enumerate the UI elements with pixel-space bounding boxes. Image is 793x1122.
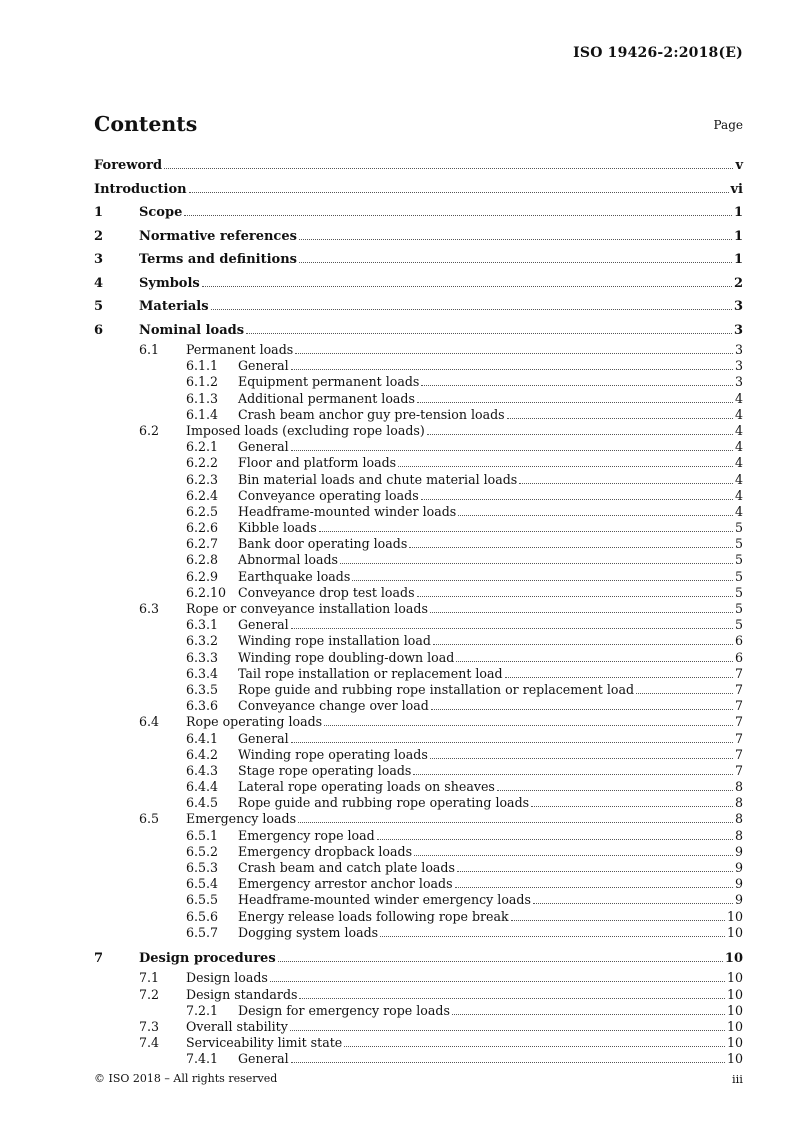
toc-entry-title: Rope operating loads (186, 714, 323, 730)
toc-entry-title: Emergency rope load (238, 827, 375, 843)
toc-entry-page: 10 (726, 1019, 743, 1034)
toc-entry-title: Rope or conveyance installation loads (186, 601, 428, 616)
dot-leader (457, 871, 733, 872)
toc-entry-title: Design procedures (139, 950, 276, 966)
toc-entry-page: 5 (734, 536, 743, 552)
toc-entry-title: General (238, 1051, 289, 1067)
toc-entry[interactable] (94, 892, 743, 908)
dot-leader (430, 758, 733, 759)
dot-leader (344, 1046, 725, 1047)
toc-entry[interactable] (94, 909, 743, 925)
toc-entry-page: 7 (734, 746, 743, 762)
toc-entry-title: Winding rope installation load (238, 633, 431, 649)
toc-entry[interactable] (94, 650, 743, 666)
toc-entry-page: 7 (734, 730, 743, 746)
toc-entry[interactable] (94, 472, 743, 488)
toc-entry-page: 3 (733, 299, 743, 314)
toc-entry-page: 4 (734, 439, 743, 455)
dot-leader (455, 887, 733, 888)
toc-entry[interactable] (94, 439, 743, 455)
toc-entry[interactable] (94, 1019, 743, 1035)
toc-entry-page: 10 (726, 924, 743, 940)
toc-entry-number: 6.3.1 (186, 617, 219, 633)
toc-entry[interactable] (94, 248, 743, 272)
toc-entry-number: 6.2 (139, 422, 160, 438)
dot-leader (511, 920, 725, 921)
toc-entry-number: 6.1.2 (186, 374, 219, 390)
toc-entry-number: 6.1 (139, 342, 160, 357)
toc-entry-number: 6.1.3 (186, 390, 219, 406)
toc-entry-title: Scope (139, 205, 183, 220)
dot-leader (636, 693, 733, 694)
toc-entry-title: Abnormal loads (238, 552, 338, 568)
dot-leader (456, 661, 733, 662)
toc-entry[interactable] (94, 714, 743, 730)
dot-leader (380, 936, 725, 937)
toc-entry-number: 2 (94, 228, 104, 244)
toc-entry-title: Stage rope operating loads (238, 762, 412, 778)
dot-leader (319, 531, 733, 532)
toc-entry-page: 10 (726, 970, 743, 986)
dot-leader (421, 499, 733, 500)
toc-entry-page: 9 (734, 860, 743, 875)
toc-entry[interactable] (94, 779, 743, 795)
dot-leader (291, 1062, 725, 1063)
toc-entry-number: 7.2 (139, 986, 160, 1002)
toc-entry-number: 7.1 (139, 970, 160, 986)
toc-entry-page: 1 (733, 228, 743, 244)
toc-entry-number: 6.5.7 (186, 924, 219, 940)
toc-entry-number: 6.2.5 (186, 503, 219, 519)
dot-leader (427, 434, 733, 435)
toc-entry-title: Additional permanent loads (238, 390, 415, 406)
toc-entry-page: 10 (726, 908, 743, 924)
toc-entry-page: 3 (734, 342, 743, 357)
toc-entry-number: 3 (94, 252, 104, 267)
dot-leader (421, 385, 733, 386)
toc-entry-page: 7 (734, 714, 743, 730)
copyright-notice: © ISO 2018 – All rights reserved (94, 1072, 278, 1085)
toc-entry-page: 10 (726, 986, 743, 1002)
dot-leader (519, 483, 733, 484)
toc-entry-title: Dogging system loads (238, 924, 379, 940)
toc-entry-number: 5 (94, 299, 104, 314)
toc-entry-number: 6 (94, 322, 104, 338)
toc-entry[interactable] (94, 225, 743, 249)
dot-leader (458, 515, 733, 516)
toc-entry-page: 9 (734, 843, 743, 859)
toc-entry-title: Emergency arrestor anchor loads (238, 876, 453, 892)
toc-entry-page: 10 (726, 1035, 743, 1051)
toc-entry-page: 7 (734, 665, 743, 681)
toc-entry-title: General (238, 439, 289, 455)
toc-entry-number: 6.5.6 (186, 908, 219, 924)
toc-entry-number: 6.2.2 (186, 455, 219, 471)
toc-entry-title: Bank door operating loads (238, 536, 408, 552)
dot-leader (398, 466, 733, 467)
toc-entry[interactable] (94, 682, 743, 698)
page-column-label: Page (713, 118, 743, 132)
toc-entry-title: Terms and definitions (139, 252, 297, 267)
dot-leader (413, 774, 733, 775)
toc-entry-number: 6.3.4 (186, 665, 219, 681)
toc-entry[interactable] (94, 698, 743, 714)
toc-entry-page: 4 (734, 471, 743, 487)
toc-entry-number: 6.2.7 (186, 536, 219, 552)
toc-entry-page: 7 (734, 762, 743, 778)
dot-leader (291, 450, 733, 451)
toc-entry-number: 6.5.4 (186, 876, 219, 892)
toc-entry-title: Permanent loads (186, 342, 294, 357)
toc-entry[interactable] (94, 876, 743, 892)
toc-entry-page: 3 (733, 322, 743, 338)
toc-entry-title: Foreword (94, 158, 163, 173)
toc-entry-page: v (735, 158, 743, 173)
dot-leader (431, 709, 733, 710)
toc-entry-page: 7 (734, 681, 743, 697)
toc-entry-page: 4 (734, 390, 743, 406)
toc-entry[interactable] (94, 1035, 743, 1051)
toc-entry-page: 10 (726, 1002, 743, 1018)
toc-entry-title: Winding rope doubling-down load (238, 649, 455, 665)
dot-leader (278, 961, 723, 962)
dot-leader (352, 580, 733, 581)
dot-leader (533, 903, 733, 904)
dot-leader (299, 239, 732, 240)
toc-entry-title: Crash beam anchor guy pre-tension loads (238, 406, 505, 422)
toc-entry[interactable] (94, 552, 743, 568)
toc-entry-page: 6 (734, 649, 743, 665)
toc-entry-title: Imposed loads (excluding rope loads) (186, 422, 425, 438)
toc-entry-page: 5 (734, 617, 743, 633)
toc-entry-number: 1 (94, 205, 104, 220)
toc-entry-title: Materials (139, 299, 209, 314)
toc-entry-number: 6.2.6 (186, 520, 219, 536)
toc-entry-title: Nominal loads (139, 322, 245, 338)
page-number: iii (731, 1072, 743, 1086)
toc-entry-title: Conveyance drop test loads (238, 584, 415, 600)
dot-leader (295, 353, 733, 354)
dot-leader (531, 806, 733, 807)
toc-entry[interactable] (94, 201, 743, 225)
dot-leader (377, 839, 733, 840)
toc-entry[interactable] (94, 520, 743, 536)
document-id: ISO 19426-2:2018(E) (573, 45, 743, 61)
toc-entry[interactable] (94, 844, 743, 860)
toc-entry-page: 5 (734, 584, 743, 600)
toc-entry-title: Kibble loads (238, 520, 317, 536)
toc-entry[interactable] (94, 925, 743, 941)
toc-entry-title: Design loads (186, 970, 268, 986)
page-title: Contents (94, 112, 198, 136)
dot-leader (452, 1014, 725, 1015)
toc-entry-page: 7 (734, 698, 743, 714)
toc-entry[interactable] (94, 947, 743, 971)
toc-entry-page: 8 (734, 811, 743, 827)
dot-leader (299, 998, 724, 999)
toc-entry-number: 6.5 (139, 811, 160, 827)
toc-entry-page: 3 (734, 374, 743, 390)
toc-entry-number: 6.3.6 (186, 698, 219, 714)
dot-leader (324, 725, 733, 726)
toc-entry-number: 6.4.2 (186, 746, 219, 762)
toc-entry[interactable] (94, 423, 743, 439)
toc-entry[interactable] (94, 585, 743, 601)
toc-entry[interactable] (94, 295, 743, 319)
dot-leader (184, 215, 732, 216)
toc-entry-title: General (238, 617, 289, 633)
toc-entry-number: 6.2.1 (186, 439, 219, 455)
dot-leader (507, 418, 733, 419)
toc-entry-number: 6.3.2 (186, 633, 219, 649)
toc-entry-page: 3 (734, 358, 743, 374)
toc-entry[interactable] (94, 178, 743, 202)
toc-entry[interactable] (94, 504, 743, 520)
toc-entry[interactable] (94, 342, 743, 358)
toc-entry[interactable] (94, 319, 743, 343)
toc-entry-number: 6.2.9 (186, 568, 219, 584)
toc-entry[interactable] (94, 795, 743, 811)
toc-entry-number: 6.4.4 (186, 779, 219, 795)
toc-entry-title: General (238, 358, 289, 374)
dot-leader (246, 333, 732, 334)
toc-entry-page: 5 (734, 552, 743, 568)
toc-entry-number: 7.3 (139, 1019, 160, 1034)
toc-entry-title: Normative references (139, 228, 297, 244)
toc-entry-title: Earthquake loads (238, 568, 351, 584)
dot-leader (291, 628, 733, 629)
toc-entry[interactable] (94, 488, 743, 504)
toc-entry-page: 4 (734, 422, 743, 438)
toc-entry-title: Symbols (139, 275, 200, 291)
toc-entry-title: Crash beam and catch plate loads (238, 860, 455, 875)
dot-leader (497, 790, 733, 791)
toc-entry[interactable] (94, 272, 743, 296)
toc-entry-number: 6.4.3 (186, 762, 219, 778)
toc-entry-title: Overall stability (186, 1019, 288, 1034)
toc-entry-number: 6.3.3 (186, 649, 219, 665)
dot-leader (270, 981, 725, 982)
toc-entry-page: 2 (733, 275, 743, 291)
toc-entry-number: 7.4 (139, 1035, 160, 1051)
toc-entry[interactable] (94, 154, 743, 178)
toc-entry[interactable] (94, 569, 743, 585)
toc-entry-page: 8 (734, 795, 743, 811)
toc-entry-number: 6.5.1 (186, 827, 219, 843)
toc-entry-page: 9 (734, 892, 743, 908)
toc-entry-number: 6.5.5 (186, 892, 219, 908)
toc-entry-title: Emergency dropback loads (238, 843, 413, 859)
toc-entry-title: Design for emergency rope loads (238, 1002, 450, 1018)
toc-entry-page: 4 (734, 406, 743, 422)
toc-entry-number: 6.3.5 (186, 681, 219, 697)
toc-entry-page: 8 (734, 827, 743, 843)
toc-entry[interactable] (94, 987, 743, 1003)
toc-entry-number: 7 (94, 950, 104, 966)
toc-entry-page: 4 (734, 455, 743, 471)
toc-entry-title: Winding rope operating loads (238, 746, 428, 762)
toc-entry-number: 7.2.1 (186, 1002, 219, 1018)
toc-entry-title: General (238, 730, 289, 746)
toc-entry-number: 7.4.1 (186, 1051, 219, 1067)
dot-leader (189, 192, 729, 193)
toc-entry[interactable] (94, 811, 743, 827)
dot-leader (291, 742, 733, 743)
toc-entry-title: Energy release loads following rope break (238, 908, 509, 924)
toc-entry[interactable] (94, 374, 743, 390)
toc-entry[interactable] (94, 1051, 743, 1067)
toc-entry-page: 1 (733, 252, 743, 267)
toc-entry[interactable] (94, 617, 743, 633)
toc-entry-number: 6.4.5 (186, 795, 219, 811)
toc-entry-number: 6.2.8 (186, 552, 219, 568)
toc-entry-number: 6.1.4 (186, 406, 219, 422)
toc-entry-number: 6.2.3 (186, 471, 219, 487)
toc-entry[interactable] (94, 970, 743, 986)
toc-entry[interactable] (94, 763, 743, 779)
dot-leader (409, 547, 733, 548)
dot-leader (417, 596, 733, 597)
toc-entry[interactable] (94, 601, 743, 617)
toc-entry[interactable] (94, 536, 743, 552)
toc-entry-title: Serviceability limit state (186, 1035, 343, 1051)
dot-leader (211, 309, 732, 310)
toc-entry-page: 4 (734, 503, 743, 519)
toc-entry-title: Lateral rope operating loads on sheaves (238, 779, 495, 795)
dot-leader (202, 286, 732, 287)
toc-entry-number: 6.2.4 (186, 487, 219, 503)
toc-entry-page: 8 (734, 779, 743, 795)
toc-entry-page: 9 (734, 876, 743, 892)
toc-entry-title: Conveyance operating loads (238, 487, 419, 503)
dot-leader (433, 644, 733, 645)
dot-leader (505, 677, 733, 678)
dot-leader (340, 563, 733, 564)
toc-entry-title: Design standards (186, 986, 298, 1002)
toc-entry-page: 1 (733, 205, 743, 220)
dot-leader (298, 822, 733, 823)
dot-leader (417, 402, 733, 403)
toc-entry[interactable] (94, 731, 743, 747)
toc-entry-number: 6.5.2 (186, 843, 219, 859)
toc-entry[interactable] (94, 633, 743, 649)
toc-entry-number: 6.3 (139, 601, 160, 616)
table-of-contents (94, 154, 743, 1068)
toc-entry-number: 6.4.1 (186, 730, 219, 746)
toc-entry-page: 5 (734, 601, 743, 616)
toc-entry-page: 6 (734, 633, 743, 649)
toc-entry[interactable] (94, 747, 743, 763)
toc-entry-page: 4 (734, 487, 743, 503)
dot-leader (299, 262, 732, 263)
toc-entry-title: Rope guide and rubbing rope installation or replacement load (238, 681, 635, 697)
dot-leader (290, 1030, 725, 1031)
toc-entry[interactable] (94, 358, 743, 374)
toc-entry-title: Introduction (94, 181, 187, 197)
toc-entry-title: Tail rope installation or replacement load (238, 665, 503, 681)
toc-entry-title: Conveyance change over load (238, 698, 429, 714)
toc-entry[interactable] (94, 828, 743, 844)
toc-entry-title: Floor and platform loads (238, 455, 397, 471)
toc-entry-title: Headframe-mounted winder loads (238, 503, 457, 519)
toc-entry-page: 5 (734, 520, 743, 536)
dot-leader (291, 369, 733, 370)
dot-leader (414, 855, 733, 856)
toc-entry-page: 5 (734, 568, 743, 584)
dot-leader (430, 612, 733, 613)
toc-entry-title: Bin material loads and chute material loads (238, 471, 518, 487)
toc-entry[interactable] (94, 455, 743, 471)
toc-entry-page: 10 (726, 1051, 743, 1067)
toc-entry-title: Headframe-mounted winder emergency loads (238, 892, 531, 908)
toc-entry[interactable] (94, 391, 743, 407)
toc-entry[interactable] (94, 407, 743, 423)
toc-entry-page: vi (730, 181, 743, 197)
toc-entry[interactable] (94, 860, 743, 876)
toc-entry[interactable] (94, 1003, 743, 1019)
toc-entry-title: Emergency loads (186, 811, 297, 827)
toc-entry-title: Rope guide and rubbing rope operating loads (238, 795, 530, 811)
toc-entry-page: 10 (724, 950, 743, 966)
toc-entry-number: 4 (94, 275, 104, 291)
toc-entry-number: 6.5.3 (186, 860, 219, 875)
toc-entry-number: 6.1.1 (186, 358, 219, 374)
toc-entry[interactable] (94, 666, 743, 682)
toc-entry-number: 6.4 (139, 714, 160, 730)
toc-entry-title: Equipment permanent loads (238, 374, 420, 390)
dot-leader (164, 168, 733, 169)
toc-entry-number: 6.2.10 (186, 584, 227, 600)
